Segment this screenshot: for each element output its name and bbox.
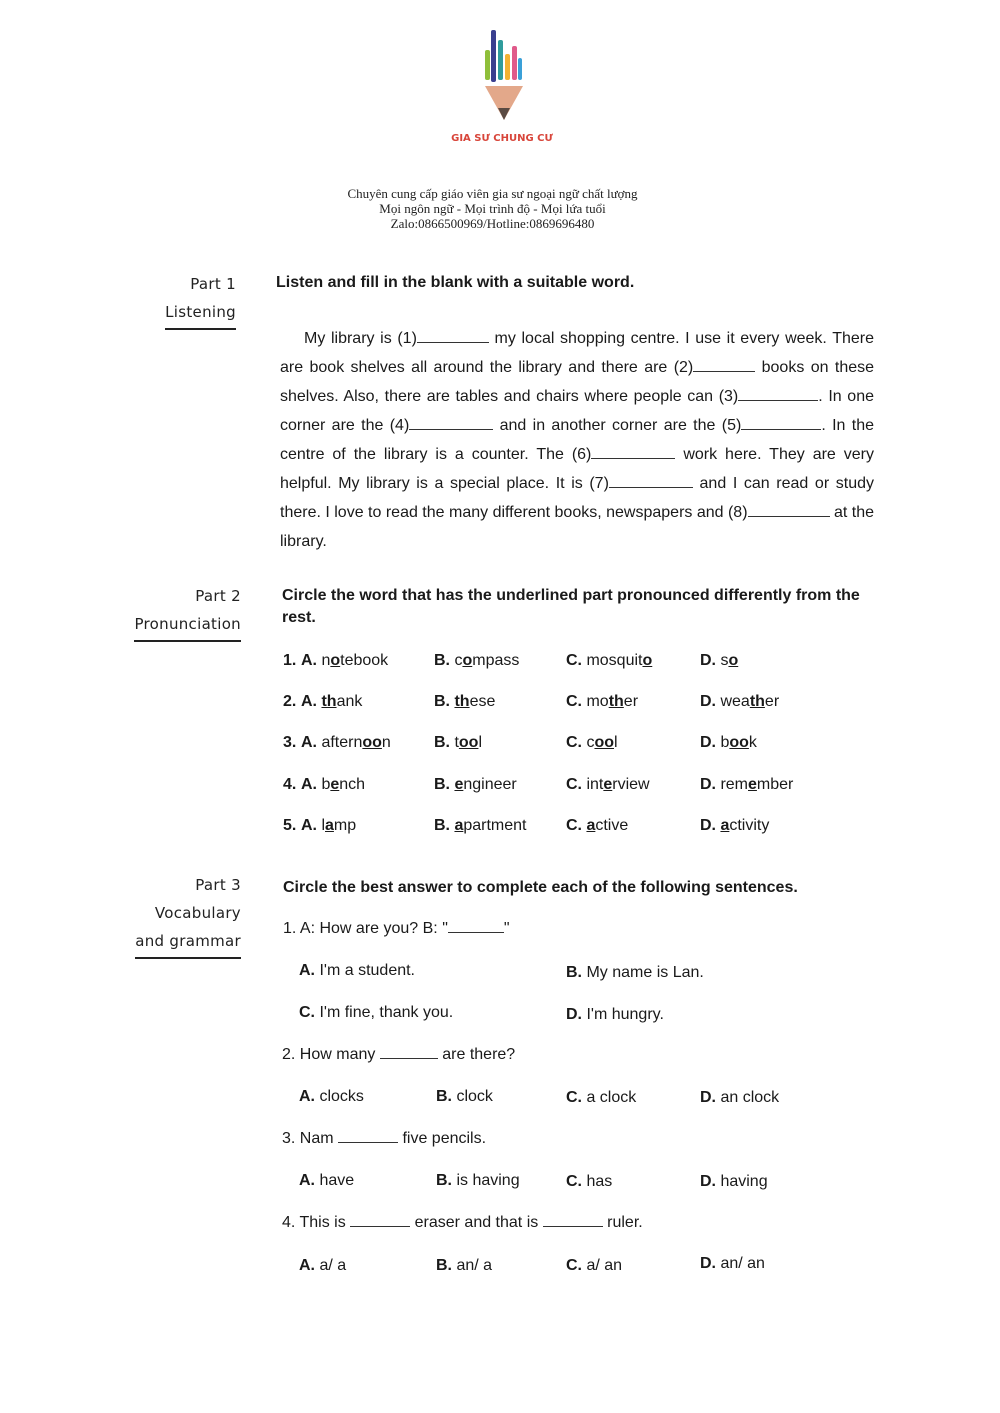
logo-text: GIA SƯ CHUNG CƯ bbox=[451, 133, 553, 144]
p2-q4-option-b[interactable]: B. engineer bbox=[434, 776, 517, 793]
p3-q2-option-d[interactable]: D. an clock bbox=[700, 1089, 780, 1106]
underlined-part: o bbox=[642, 652, 653, 669]
p3-q1-option-c[interactable]: C. I'm fine, thank you. bbox=[299, 1004, 454, 1021]
p2-q5-option-d[interactable]: D. activity bbox=[700, 817, 770, 834]
underlined-part: e bbox=[748, 776, 757, 793]
blank-7[interactable] bbox=[609, 475, 693, 488]
p3-q4-option-a[interactable]: A. a/ a bbox=[299, 1257, 347, 1274]
p3-q4-option-c[interactable]: C. a/ an bbox=[566, 1257, 623, 1274]
p2-q2-option-c[interactable]: C. mother bbox=[566, 693, 639, 710]
underlined-part: oo bbox=[458, 734, 479, 751]
part3-name: and grammar bbox=[135, 927, 241, 959]
underlined-part: e bbox=[603, 776, 613, 793]
p3-q2-blank[interactable] bbox=[380, 1046, 438, 1059]
underlined-part: th bbox=[321, 693, 337, 710]
part3-instruction: Circle the best answer to complete each of the following sentences. bbox=[283, 879, 798, 896]
p3-q4-blank-2[interactable] bbox=[543, 1214, 603, 1227]
underlined-part: a bbox=[586, 817, 596, 834]
pencil-logo-icon bbox=[470, 28, 534, 128]
part2-name: Pronunciation bbox=[134, 610, 241, 642]
p3-q2-option-b[interactable]: B. clock bbox=[436, 1088, 493, 1105]
p2-q1-option-b[interactable]: B. compass bbox=[434, 652, 520, 669]
p3-q4-option-b[interactable]: B. an/ a bbox=[436, 1257, 493, 1274]
part2-instruction: Circle the word that has the underlined part pronounced differently from the rest. bbox=[282, 587, 860, 626]
part3-label: Part 3 Vocabulary and grammar bbox=[110, 871, 241, 959]
p2-q3-option-a[interactable]: A. afternoon bbox=[301, 734, 391, 751]
p2-question-4-number: 4. bbox=[283, 776, 297, 793]
p3-q2-option-c[interactable]: C. a clock bbox=[566, 1089, 637, 1106]
p3-q3-option-a[interactable]: A. have bbox=[299, 1172, 355, 1189]
header-info bbox=[300, 186, 685, 231]
p3-q1-option-b[interactable]: B. My name is Lan. bbox=[566, 964, 704, 981]
p3-q4-blank-1[interactable] bbox=[350, 1214, 410, 1227]
p3-q3-option-c[interactable]: C. has bbox=[566, 1173, 613, 1190]
p2-q4-option-c[interactable]: C. interview bbox=[566, 776, 650, 793]
p3-q1-option-a[interactable]: A. I'm a student. bbox=[299, 962, 415, 979]
p2-q1-option-c[interactable]: C. mosquito bbox=[566, 652, 653, 669]
p3-q2-option-a[interactable]: A. clocks bbox=[299, 1088, 364, 1105]
part1-instruction: Listen and fill in the blank with a suitable word. bbox=[276, 274, 635, 291]
p3-q3-blank[interactable] bbox=[338, 1130, 398, 1143]
header-line-3: Zalo:0866500969/Hotline:0869696480 bbox=[390, 216, 595, 231]
underlined-part: a bbox=[720, 817, 730, 834]
p2-q3-option-c[interactable]: C. cool bbox=[566, 734, 618, 751]
p3-question-3: 3. Nam five pencils. bbox=[282, 1130, 487, 1147]
p3-question-2: 2. How many are there? bbox=[282, 1046, 516, 1063]
part1-name: Listening bbox=[165, 298, 236, 330]
blank-5[interactable] bbox=[741, 417, 821, 430]
p2-q3-option-d[interactable]: D. book bbox=[700, 734, 757, 751]
blank-8[interactable] bbox=[748, 504, 830, 517]
p3-q3-option-d[interactable]: D. having bbox=[700, 1173, 768, 1190]
p2-question-5-number: 5. bbox=[283, 817, 297, 834]
p2-q5-option-a[interactable]: A. lamp bbox=[301, 817, 357, 834]
p2-question-1-number: 1. bbox=[283, 652, 297, 669]
p3-q1-blank[interactable] bbox=[448, 920, 504, 933]
blank-1[interactable] bbox=[417, 330, 489, 343]
p2-q5-option-b[interactable]: B. apartment bbox=[434, 817, 527, 834]
underlined-part: o bbox=[330, 652, 341, 669]
underlined-part: a bbox=[454, 817, 464, 834]
underlined-part: oo bbox=[362, 734, 382, 751]
p2-q4-option-a[interactable]: A. bench bbox=[301, 776, 366, 793]
p2-q1-option-a[interactable]: A. notebook bbox=[301, 652, 389, 669]
blank-6[interactable] bbox=[591, 446, 675, 459]
p3-question-4: 4. This is eraser and that is ruler. bbox=[282, 1214, 643, 1231]
p2-q2-option-a[interactable]: A. thank bbox=[301, 693, 363, 710]
blank-2[interactable] bbox=[693, 359, 755, 372]
header-line-2: Mọi ngôn ngữ - Mọi trình độ - Mọi lứa tuổi bbox=[379, 201, 606, 216]
underlined-part: th bbox=[454, 693, 470, 710]
p2-q5-option-c[interactable]: C. active bbox=[566, 817, 629, 834]
p2-question-2-number: 2. bbox=[283, 693, 297, 710]
blank-3[interactable] bbox=[738, 388, 818, 401]
blank-4[interactable] bbox=[409, 417, 493, 430]
underlined-part: o bbox=[728, 652, 739, 669]
p2-q1-option-d[interactable]: D. so bbox=[700, 652, 739, 669]
underlined-part: e bbox=[330, 776, 340, 793]
part1-label: Part 1 Listening bbox=[120, 270, 236, 330]
p2-q2-option-d[interactable]: D. weather bbox=[700, 693, 780, 710]
part2-label: Part 2 Pronunciation bbox=[110, 582, 241, 642]
p2-q2-option-b[interactable]: B. these bbox=[434, 693, 496, 710]
header-line-1: Chuyên cung cấp giáo viên gia sư ngoại ngữ chất lượng bbox=[347, 186, 638, 201]
part1-passage: My library is (1) my local shopping centre. I use it every week. There are book shelves all around the library and there are (2) books on these shelves. Also, there are tables and chairs where people can (3) . In one corner are the (4) and in another corner are the (5) . In the centre of the library is a counter. The (6) work here. They are very helpful. My library is a special place. It is (7) and I can read or study there. I love to read the many different books, newspapers and (8) at the library. bbox=[280, 330, 875, 550]
p3-q3-option-b[interactable]: B. is having bbox=[436, 1172, 520, 1189]
underlined-part: oo bbox=[594, 734, 614, 751]
underlined-part: a bbox=[325, 817, 334, 834]
underlined-part: th bbox=[608, 693, 624, 710]
underlined-part: th bbox=[749, 693, 765, 710]
p2-q3-option-b[interactable]: B. tool bbox=[434, 734, 483, 751]
p2-q4-option-d[interactable]: D. remember bbox=[700, 776, 794, 793]
p3-q1-option-d[interactable]: D. I'm hungry. bbox=[566, 1006, 664, 1023]
p3-question-1: 1. A: How are you? B: " " bbox=[283, 920, 510, 937]
underlined-part: e bbox=[454, 776, 464, 793]
p2-question-3-number: 3. bbox=[283, 734, 297, 751]
p3-q4-option-d[interactable]: D. an/ an bbox=[700, 1255, 765, 1272]
underlined-part: oo bbox=[729, 734, 749, 751]
underlined-part: o bbox=[462, 652, 473, 669]
